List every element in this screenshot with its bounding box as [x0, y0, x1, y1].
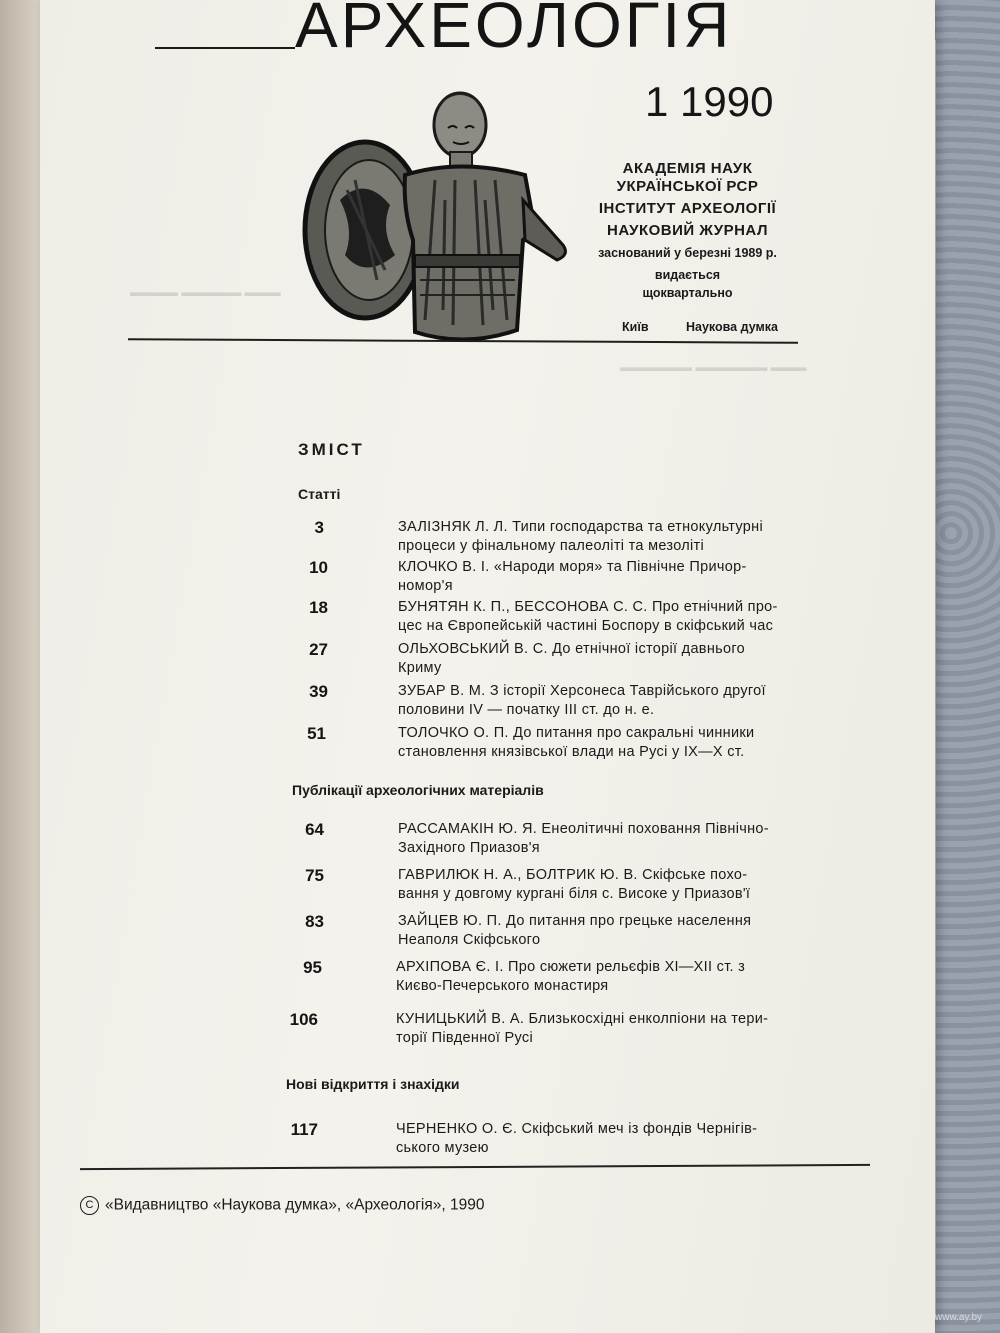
toc-entry-text: КЛОЧКО В. І. «Народи моря» та Північне Причор- номор'я	[398, 559, 747, 594]
toc-title: ЗМІСТ	[298, 440, 365, 459]
toc-entry-text: РАССАМАКІН Ю. Я. Енеолітичні поховання Північно- Західного Приазов'я	[398, 821, 769, 856]
toc-page-number: 18	[309, 598, 328, 617]
toc-entry	[0, 820, 900, 864]
toc-page-number: 106	[289, 1010, 318, 1029]
issue-number: 1 1990	[645, 78, 774, 125]
publisher-line-founded: заснований у березні 1989 р.	[598, 246, 777, 260]
toc-entry-text: ТОЛОЧКО О. П. До питання про сакральні чинники становлення князівської влади на Русі у IX—X ст.	[398, 725, 755, 760]
toc-entry-text: БУНЯТЯН К. П., БЕССОНОВА С. С. Про етнічний про- цес на Європейській частині Боспору в скіфський час	[398, 599, 778, 634]
toc-entry-text: ЗАЛІЗНЯК Л. Л. Типи господарства та етнокультурні процеси у фінальному палеоліті та мезоліті	[398, 519, 763, 554]
toc-entry	[0, 724, 900, 768]
publisher-line-ssr: УКРАЇНСЬКОЇ РСР	[616, 178, 759, 195]
section-heading-publications: Публікації археологічних матеріалів	[292, 782, 544, 798]
section-heading-discoveries: Нові відкриття і знахідки	[286, 1076, 460, 1092]
toc-page-number: 75	[305, 866, 324, 885]
toc-entry	[0, 866, 900, 910]
toc-page-number: 83	[305, 912, 324, 931]
toc-page-number: 3	[314, 518, 324, 537]
journal-title: АРХЕОЛОГІЯ	[295, 0, 733, 61]
show-through-text: ▬▬▬▬▬▬ ▬▬▬▬▬▬ ▬▬▬	[620, 360, 807, 374]
publisher-line-journal-type: НАУКОВИЙ ЖУРНАЛ	[607, 222, 768, 239]
toc-page-number: 95	[303, 958, 322, 977]
toc-entry-text: АРХІПОВА Є. І. Про сюжети рельєфів XI—XII ст. з Києво-Печерського монастиря	[396, 959, 746, 994]
toc-entry-text: ОЛЬХОВСЬКИЙ В. С. До етнічної історії давнього Криму	[398, 641, 745, 676]
toc-entry-text: ЧЕРНЕНКО О. Є. Скіфський меч із фондів Чернігів- ського музею	[396, 1121, 758, 1156]
toc-page-number: 64	[305, 820, 324, 839]
toc-page-number: 51	[307, 724, 326, 743]
copyright-notice	[80, 1196, 484, 1215]
show-through-text: ▬▬▬▬ ▬▬▬▬▬ ▬▬▬	[130, 285, 281, 299]
background-fabric	[930, 0, 1000, 1333]
publisher-line-academy: АКАДЕМІЯ НАУК	[622, 160, 753, 177]
title-rule	[155, 47, 295, 49]
toc-entry	[0, 912, 900, 956]
toc-page-number: 117	[290, 1120, 318, 1139]
toc-entry	[0, 1010, 900, 1054]
toc-entry	[0, 598, 900, 642]
toc-entry	[0, 518, 900, 562]
publisher-line-quarterly: щоквартально	[642, 286, 733, 300]
toc-entry	[0, 682, 900, 726]
toc-entry-text: КУНИЦЬКИЙ В. А. Близькосхідні енколпіони на тери- торії Південної Русі	[396, 1011, 769, 1046]
toc-entry-text: ЗАЙЦЕВ Ю. П. До питання про грецьке населення Неаполя Скіфського	[398, 913, 752, 948]
toc-entry	[0, 958, 900, 1002]
warrior-figurine-illustration	[285, 80, 585, 355]
toc-entry-text: ЗУБАР В. М. З історії Херсонеса Таврійського другої половини IV — початку III ст. до н. е.	[398, 683, 766, 718]
copyright-icon: C	[80, 1196, 99, 1215]
publisher-line-published: видається	[654, 268, 721, 282]
toc-page-number: 39	[309, 682, 328, 701]
toc-page-number: 10	[309, 558, 328, 577]
publisher-city: Київ	[622, 320, 649, 334]
publisher-block	[565, 160, 810, 302]
toc-entry	[0, 640, 900, 684]
publisher-line-institute: ІНСТИТУТ АРХЕОЛОГІЇ	[598, 200, 777, 217]
site-watermark: www.ay.by	[935, 1312, 983, 1323]
toc-page-number: 27	[309, 640, 328, 659]
section-heading-articles: Статті	[298, 486, 341, 502]
toc-entry	[0, 1120, 900, 1164]
toc-entry-text: ГАВРИЛЮК Н. А., БОЛТРИК Ю. В. Скіфське похо- вання у довгому кургані біля с. Високе у Приазов'ї	[398, 867, 751, 902]
toc-entry	[0, 558, 900, 602]
copyright-text: «Видавництво «Наукова думка», «Археологія», 1990	[105, 1196, 485, 1214]
publisher-house: Наукова думка	[686, 320, 778, 334]
